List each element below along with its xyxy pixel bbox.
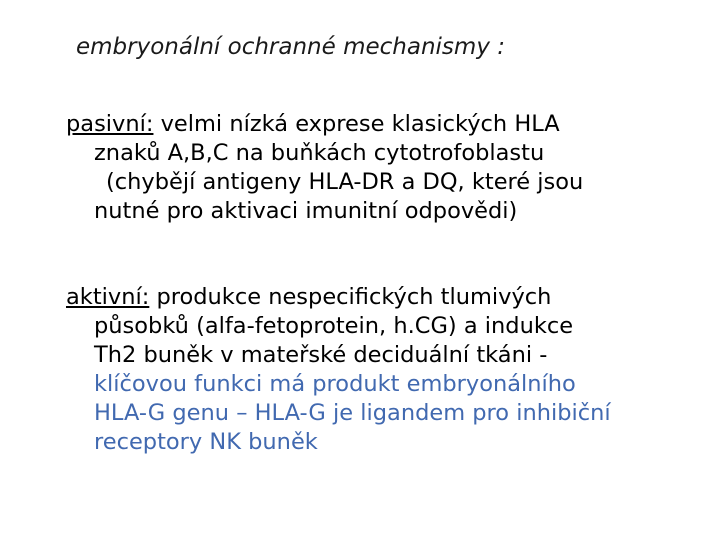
active-label: aktivní: xyxy=(66,284,150,310)
active-paragraph xyxy=(66,283,611,457)
passive-line-4: nutné pro aktivaci imunitní odpovědi) xyxy=(94,198,518,224)
passive-paragraph xyxy=(66,110,583,226)
passive-line-1-text: velmi nízká exprese klasických HLA xyxy=(153,111,560,137)
active-line-4: klíčovou funkci má produkt embryonálního xyxy=(94,371,576,397)
passive-label: pasivní: xyxy=(66,111,154,137)
active-line-2: působků (alfa-fetoprotein, h.CG) a indukce xyxy=(94,313,574,339)
active-line-3: Th2 buněk v mateřské deciduální tkáni - xyxy=(94,342,548,368)
passive-line-3: (chybějí antigeny HLA-DR a DQ, které jsou xyxy=(106,169,584,195)
active-line-1-text: produkce nespecifických tlumivých xyxy=(149,284,552,310)
active-line-6: receptory NK buněk xyxy=(94,429,318,455)
passive-line-2: znaků A,B,C na buňkách cytotrofoblastu xyxy=(94,140,545,166)
active-line-5: HLA-G genu – HLA-G je ligandem pro inhibiční xyxy=(94,400,611,426)
slide-title: embryonální ochranné mechanismy : xyxy=(76,34,505,60)
active-line-1 xyxy=(66,283,611,312)
passive-line-1 xyxy=(66,110,583,139)
